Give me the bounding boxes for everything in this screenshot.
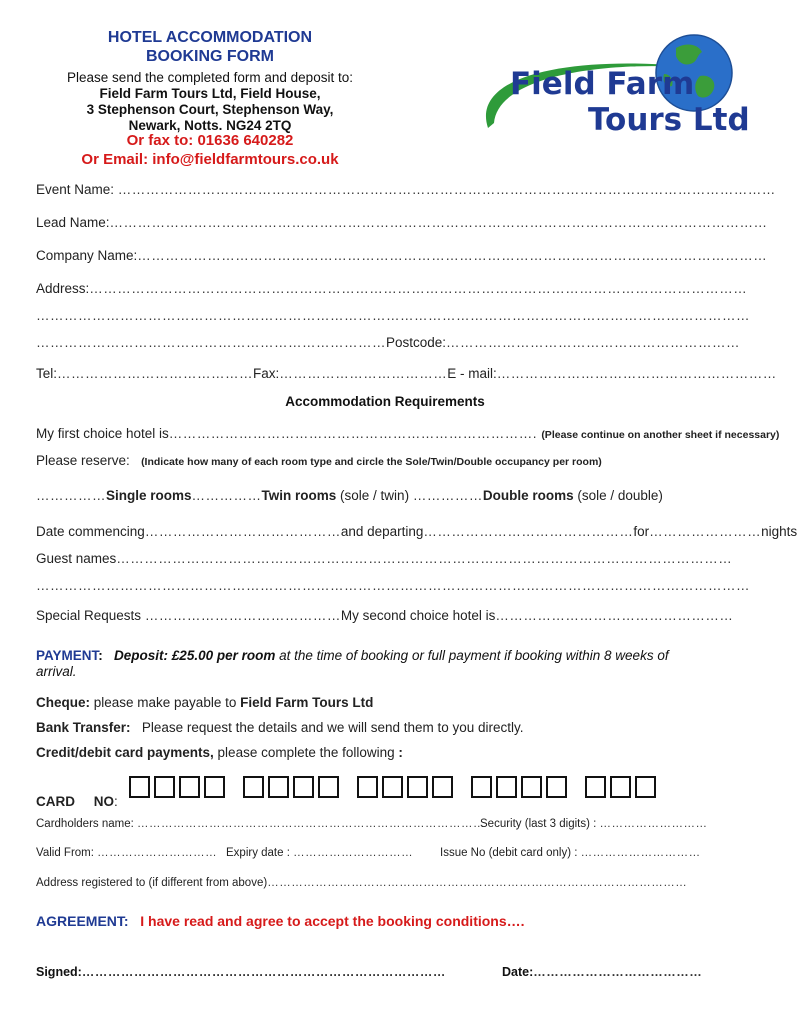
double-options: (sole / double) bbox=[577, 488, 663, 503]
payment-label: PAYMENT bbox=[36, 648, 99, 663]
email-line: Or Email: info@fieldfarmtours.co.uk bbox=[81, 151, 339, 168]
card-no-colon: : bbox=[114, 794, 118, 809]
issue-no-field[interactable]: Issue No (debit card only) : ………………………… bbox=[440, 847, 701, 859]
form-title-line1: HOTEL ACCOMMODATION bbox=[107, 29, 313, 46]
first-choice-field[interactable]: My first choice hotel is……………………………………………………………………. (Please continue on another sheet if necessary) bbox=[36, 426, 780, 441]
card-digit-box[interactable] bbox=[293, 776, 314, 798]
please-reserve-label: Please reserve: bbox=[36, 453, 130, 468]
send-to-text: Please send the completed form and deposit to: bbox=[67, 70, 353, 85]
deposit-text: Deposit: £25.00 per room bbox=[114, 648, 276, 663]
twin-options: (sole / twin) bbox=[340, 488, 410, 503]
single-rooms-field[interactable]: ……………Single rooms bbox=[36, 488, 192, 503]
logo-text-line2: Tours Ltd bbox=[588, 102, 750, 138]
contact-row bbox=[36, 366, 777, 381]
agreement-label: AGREEMENT: bbox=[36, 913, 129, 929]
card-digit-box[interactable] bbox=[496, 776, 517, 798]
cheque-text: please make payable to bbox=[90, 695, 241, 710]
issue-no-label: Issue No (debit card only) : bbox=[440, 847, 578, 859]
nights-field[interactable]: for……………………nights bbox=[633, 524, 797, 539]
card-digit-box[interactable] bbox=[521, 776, 542, 798]
card-label: Credit/debit card payments, bbox=[36, 745, 214, 760]
departing-field[interactable]: and departing……………………………………… bbox=[340, 524, 634, 539]
card-group-5 bbox=[585, 776, 660, 801]
cardholder-row bbox=[36, 818, 736, 830]
card-digit-box[interactable] bbox=[204, 776, 225, 798]
first-choice-label: My first choice hotel is bbox=[36, 426, 169, 441]
card-group-4 bbox=[471, 776, 571, 801]
bank-label: Bank Transfer: bbox=[36, 720, 131, 735]
cardholder-label: Cardholders name: bbox=[36, 818, 134, 830]
card-digit-box[interactable] bbox=[432, 776, 453, 798]
address-line1: Field Farm Tours Ltd, Field House, bbox=[99, 86, 321, 101]
for-label: for bbox=[633, 524, 650, 539]
event-name-field[interactable]: Event Name: …………………………………………………………………………………………………………………………… bbox=[36, 182, 776, 197]
payment-terms-cont: arrival. bbox=[36, 664, 77, 679]
double-rooms-field[interactable]: ……………Double rooms (sole / double) bbox=[412, 488, 663, 503]
payment-colon: : bbox=[98, 648, 103, 663]
card-row bbox=[36, 745, 403, 760]
lead-name-label: Lead Name: bbox=[36, 215, 110, 230]
address-line-2-field[interactable]: ……………………………………………………………………………………………………………………………………… bbox=[36, 308, 750, 323]
card-digit-box[interactable] bbox=[546, 776, 567, 798]
card-digit-box[interactable] bbox=[154, 776, 175, 798]
security-field[interactable]: Security (last 3 digits) : ……………………… bbox=[480, 818, 708, 830]
card-colon: : bbox=[398, 745, 403, 760]
card-no-label-a: CARD bbox=[36, 794, 75, 809]
departing-label: and departing bbox=[340, 524, 424, 539]
card-text: please complete the following bbox=[213, 745, 399, 760]
address-registered-field[interactable]: Address registered to (if different from above)…………………………………………………………………………………………… bbox=[36, 877, 688, 889]
card-digit-box[interactable] bbox=[243, 776, 264, 798]
fax-line: Or fax to: 01636 640282 bbox=[126, 132, 294, 149]
security-label: Security (last 3 digits) : bbox=[480, 818, 597, 830]
address-line2: 3 Stephenson Court, Stephenson Way, bbox=[86, 102, 334, 117]
send-to-block bbox=[40, 70, 380, 134]
card-no-label-b: NO bbox=[93, 794, 115, 809]
please-reserve-row bbox=[36, 453, 756, 468]
card-digit-box[interactable] bbox=[357, 776, 378, 798]
logo-text-line1: Field Farm bbox=[510, 66, 695, 102]
second-choice-field[interactable]: My second choice hotel is…………………………………………… bbox=[340, 608, 734, 623]
bank-row bbox=[36, 720, 524, 735]
company-name-field[interactable]: Company Name:……………………………………………………………………………………………………………………… bbox=[36, 248, 768, 263]
card-digit-box[interactable] bbox=[635, 776, 656, 798]
expiry-field[interactable]: Expiry date : ………………………… bbox=[226, 847, 414, 859]
card-group-2 bbox=[243, 776, 343, 801]
card-digit-box[interactable] bbox=[610, 776, 631, 798]
date-commencing-label: Date commencing bbox=[36, 524, 145, 539]
date-field[interactable]: Date:………………………………… bbox=[502, 965, 703, 979]
agreement-text: I have read and agree to accept the booking conditions…. bbox=[140, 913, 525, 929]
valid-from-field[interactable]: Valid From: ………………………… bbox=[36, 847, 218, 859]
special-requests-field[interactable]: Special Requests …………………………………… bbox=[36, 608, 341, 623]
requests-row bbox=[36, 608, 756, 623]
company-name-label: Company Name: bbox=[36, 248, 138, 263]
company-logo bbox=[478, 28, 750, 158]
cheque-label: Cheque: bbox=[36, 695, 90, 710]
valid-from-label: Valid From: bbox=[36, 847, 94, 859]
card-digit-box[interactable] bbox=[129, 776, 150, 798]
twin-rooms-label: Twin rooms bbox=[261, 488, 337, 503]
address-registered-label: Address registered to (if different from above) bbox=[36, 877, 268, 889]
event-name-label: Event Name: bbox=[36, 182, 118, 197]
card-number-row bbox=[36, 776, 756, 809]
cheque-row bbox=[36, 695, 373, 710]
dates-row bbox=[36, 524, 797, 539]
nights-label: nights bbox=[761, 524, 797, 539]
expiry-label: Expiry date : bbox=[226, 847, 290, 859]
card-digit-box[interactable] bbox=[407, 776, 428, 798]
continue-note: (Please continue on another sheet if necessary) bbox=[541, 429, 780, 441]
guest-names-label: Guest names bbox=[36, 551, 117, 566]
room-types-row bbox=[36, 488, 756, 503]
date-label: Date: bbox=[502, 965, 534, 979]
form-title-line2: BOOKING FORM bbox=[146, 48, 274, 65]
twin-rooms-field[interactable]: ……………Twin rooms (sole / twin) bbox=[191, 488, 410, 503]
card-group-3 bbox=[357, 776, 457, 801]
address-label: Address: bbox=[36, 281, 90, 296]
card-digit-box[interactable] bbox=[585, 776, 606, 798]
card-digit-box[interactable] bbox=[471, 776, 492, 798]
payment-terms: at the time of booking or full payment if booking within 8 weeks of bbox=[275, 648, 669, 663]
card-digit-box[interactable] bbox=[318, 776, 339, 798]
reserve-note: (Indicate how many of each room type and circle the Sole/Twin/Double occupancy per room) bbox=[141, 456, 602, 468]
email-field[interactable]: E - mail:…………………………………………………… bbox=[447, 366, 777, 381]
address-field[interactable]: Address:…………………………………………………………………………………………………………………………… bbox=[36, 281, 748, 296]
accommodation-heading: Accommodation Requirements bbox=[285, 394, 485, 409]
guest-names-line-2[interactable]: ……………………………………………………………………………………………………………………………………… bbox=[36, 578, 750, 593]
agreement-row bbox=[36, 913, 525, 929]
form-title bbox=[60, 28, 360, 66]
signed-field[interactable]: Signed:………………………………………………………………………… bbox=[36, 965, 446, 979]
lead-name-field[interactable]: Lead Name:…………………………………………………………………………………………………………………………… bbox=[36, 215, 768, 230]
validity-row bbox=[36, 847, 736, 859]
postcode-label: Postcode: bbox=[386, 335, 447, 350]
card-digit-box[interactable] bbox=[382, 776, 403, 798]
signed-label: Signed: bbox=[36, 965, 82, 979]
postcode-field[interactable]: …………………………………………………………………Postcode:……………………………………………………… bbox=[36, 335, 741, 350]
special-requests-label: Special Requests bbox=[36, 608, 142, 623]
cheque-payee: Field Farm Tours Ltd bbox=[240, 695, 374, 710]
date-commencing-field[interactable]: Date commencing…………………………………… bbox=[36, 524, 341, 539]
tel-label: Tel: bbox=[36, 366, 58, 381]
second-choice-label: My second choice hotel is bbox=[340, 608, 496, 623]
card-digit-box[interactable] bbox=[268, 776, 289, 798]
card-digit-box[interactable] bbox=[179, 776, 200, 798]
payment-section bbox=[36, 648, 736, 680]
bank-text: Please request the details and we will send them to you directly. bbox=[141, 720, 524, 735]
single-rooms-label: Single rooms bbox=[106, 488, 192, 503]
cardholder-field[interactable]: Cardholders name: …………………………………………………………………………… bbox=[36, 818, 486, 830]
address-line3: Newark, Notts. NG24 2TQ bbox=[128, 118, 292, 133]
card-group-1 bbox=[129, 776, 229, 801]
email-label: E - mail: bbox=[447, 366, 497, 381]
guest-names-field[interactable]: Guest names…………………………………………………………………………………………………………………… bbox=[36, 551, 733, 566]
tel-field[interactable]: Tel:…………………………………… bbox=[36, 366, 254, 381]
double-rooms-label: Double rooms bbox=[482, 488, 574, 503]
fax-field[interactable]: Fax:……………………………… bbox=[253, 366, 448, 381]
fax-label: Fax: bbox=[253, 366, 280, 381]
